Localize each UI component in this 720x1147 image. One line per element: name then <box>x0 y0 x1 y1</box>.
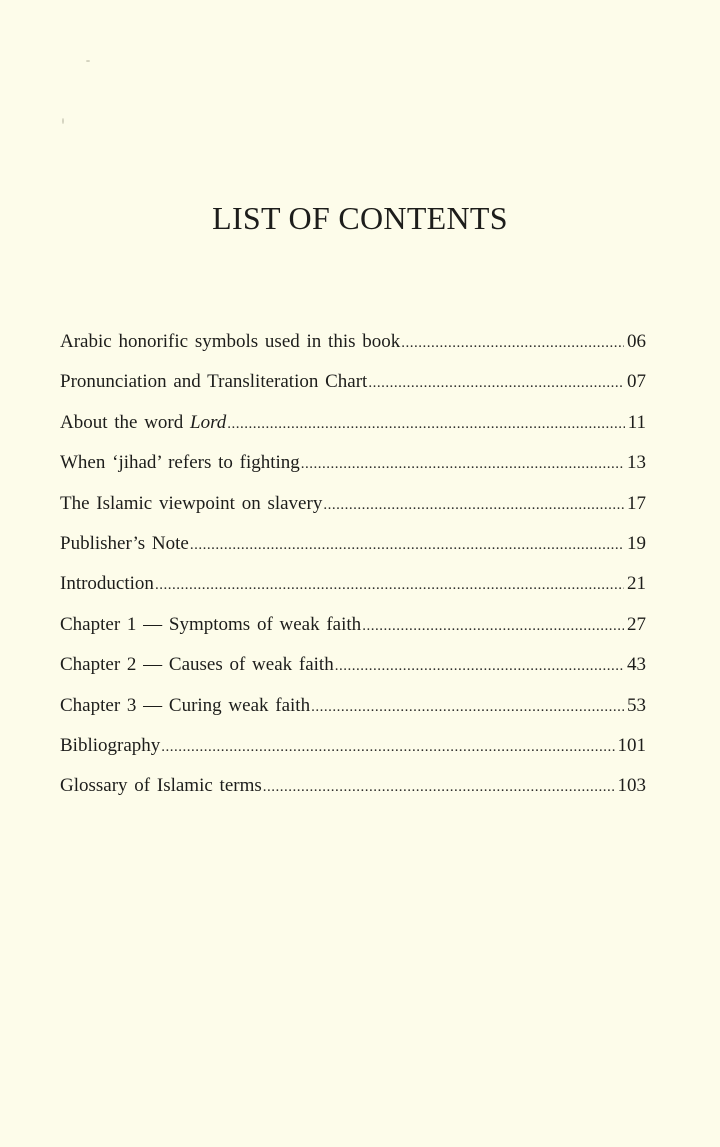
toc-entry[interactable] <box>60 330 646 370</box>
toc-entry[interactable] <box>60 492 646 532</box>
table-of-contents <box>60 330 646 815</box>
dot-leader <box>362 614 624 638</box>
page-title: LIST OF CONTENTS <box>212 200 508 236</box>
toc-entry-title: When ‘jihad’ refers to fighting <box>60 452 300 474</box>
toc-entry-title: Bibliography <box>60 734 161 756</box>
paper-speck <box>86 60 90 62</box>
toc-entry-page: 17 <box>627 492 646 514</box>
toc-entry-title: About the word Lord <box>60 411 227 433</box>
toc-entry-page: 11 <box>627 411 646 433</box>
toc-entry-title: Chapter 1 — Symptoms of weak faith <box>60 613 362 635</box>
toc-entry-title: The Islamic viewpoint on slavery <box>60 492 323 514</box>
toc-entry-page: 06 <box>627 331 646 352</box>
toc-entry[interactable] <box>60 411 646 451</box>
toc-entry-page: 21 <box>627 573 646 595</box>
paper-speck <box>62 118 64 124</box>
toc-entry[interactable] <box>60 774 646 814</box>
toc-entry[interactable] <box>60 653 646 693</box>
dot-leader <box>227 412 624 436</box>
dot-leader <box>368 371 624 395</box>
dot-leader <box>161 735 614 759</box>
dot-leader <box>190 533 624 557</box>
dot-leader <box>155 573 624 597</box>
toc-entry[interactable] <box>60 532 646 572</box>
toc-entry-page: 19 <box>627 532 646 554</box>
toc-entry-title: Arabic honorific symbols used in this book <box>60 331 401 352</box>
toc-entry[interactable] <box>60 694 646 734</box>
toc-entry-title: Publisher’s Note <box>60 532 189 554</box>
toc-entry[interactable] <box>60 451 646 491</box>
toc-entry-page: 27 <box>627 613 646 635</box>
toc-entry-page: 43 <box>627 654 646 676</box>
toc-entry-page: 101 <box>617 734 646 756</box>
dot-leader <box>401 331 624 355</box>
toc-entry-title: Chapter 2 — Causes of weak faith <box>60 654 334 676</box>
dot-leader <box>311 695 624 719</box>
toc-entry-title: Introduction <box>60 573 154 595</box>
dot-leader <box>335 654 624 678</box>
toc-entry-title: Chapter 3 — Curing weak faith <box>60 694 311 716</box>
dot-leader <box>263 775 615 799</box>
toc-entry[interactable] <box>60 613 646 653</box>
toc-entry-page: 07 <box>627 371 646 393</box>
toc-entry-title: Glossary of Islamic terms <box>60 775 262 797</box>
toc-entry-page: 103 <box>617 775 646 797</box>
dot-leader <box>301 452 624 476</box>
toc-entry[interactable] <box>60 572 646 612</box>
toc-entry[interactable] <box>60 734 646 774</box>
toc-entry-title: Pronunciation and Transliteration Chart <box>60 371 368 393</box>
toc-entry[interactable] <box>60 370 646 410</box>
toc-entry-page: 13 <box>627 452 646 474</box>
dot-leader <box>323 493 624 517</box>
toc-entry-page: 53 <box>627 694 646 716</box>
